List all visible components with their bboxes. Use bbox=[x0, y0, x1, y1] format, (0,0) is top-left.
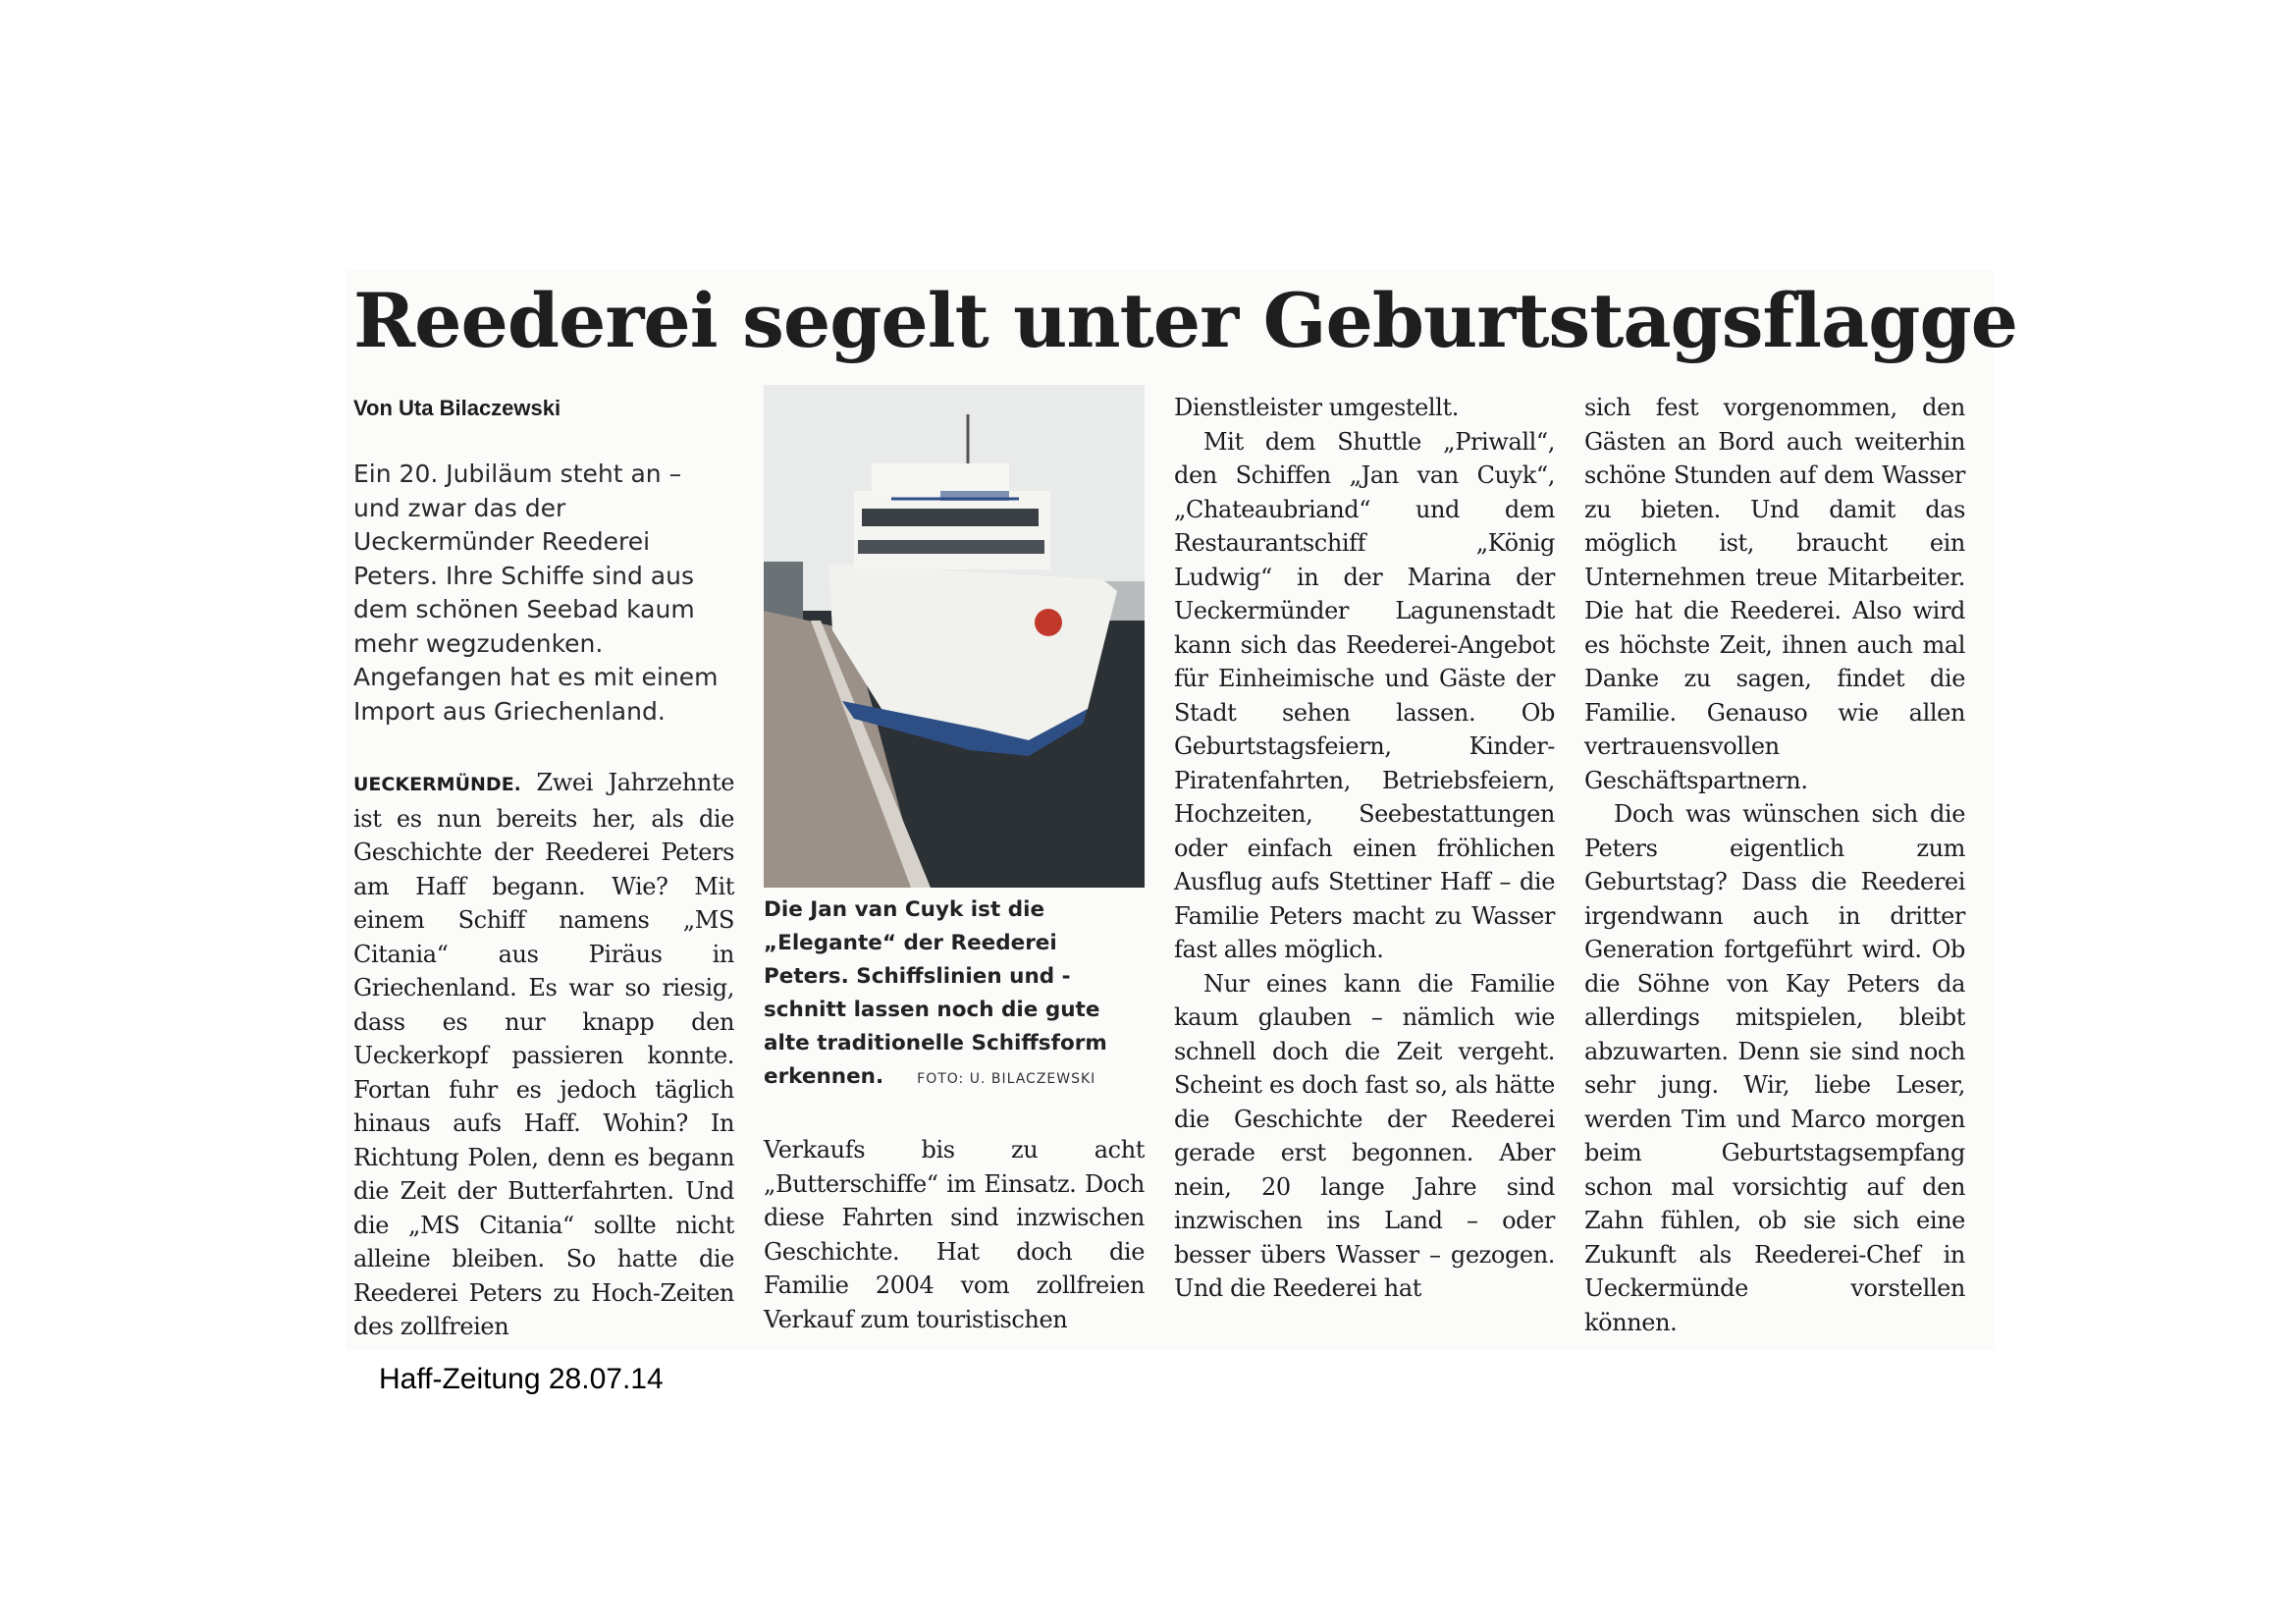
col1-body-text: Zwei Jahrzehnte ist es nun bereits her, als die Geschichte der Reederei Peters am Haff begann. Wie? Mit einem Schiff namens „MS Citania“ aus Piräus in Griechenland. Es war so riesig, dass es nur knapp den Ueckerkopf passieren konnte. Fortan fuhr es jedoch täglich hinaus aufs Haff. Wohin? In Richtung Polen, denn es begann die Zeit der Butterfahrten. Und die „MS Citania“ sollte nicht alleine bleiben. So hatte die Reederei Peters zu Hoch-Zeiten des zollfreien bbox=[353, 769, 735, 1340]
col2-body-text: Verkaufs bis zu acht „Butterschiffe“ im Einsatz. Doch diese Fahrten sind inzwischen Geschichte. Hat doch die Familie 2004 vom zollfreien Verkauf zum touristischen bbox=[764, 1136, 1145, 1333]
col3-paragraph-3: Nur eines kann die Familie kaum glauben – nämlich wie schnell doch die Zeit vergeht. Scheint es doch fast so, als hätte die Geschichte der Reederei gerade erst begonnen. Aber nein, 20 lange Jahre sind inzwischen ins Land – oder besser übers Wasser – gezogen. Und die Reederei hat bbox=[1174, 969, 1555, 1302]
col4-paragraph-2: Doch was wünschen sich die Peters eigentlich zum Geburtstag? Dass die Reederei irgendwann auch in dritter Generation fortgeführt wird. Ob die Söhne von Kay Peters da allerdings mitspielen, bleibt abzuwarten. Denn sie sind noch sehr jung. Wir, liebe Leser, werden Tim und Marco morgen beim Geburtstagsempfang schon mal vorsichtig auf den Zahn fühlen, ob sie sich eine Zukunft als Reederei-Chef in Ueckermünde vorstellen können. bbox=[1584, 800, 1965, 1336]
photo-caption bbox=[764, 893, 1145, 1096]
photo-caption-text: Die Jan van Cuyk ist die „Elegante“ der Reederei Peters. Schiffslinien und -schnitt lassen noch die gute alte traditionelle Schiffsform erkennen. bbox=[764, 897, 1107, 1089]
article-column-4 bbox=[1584, 391, 1965, 1339]
byline: Von Uta Bilaczewski bbox=[353, 396, 561, 420]
photo-credit: FOTO: U. BILACZEWSKI bbox=[917, 1071, 1096, 1087]
article-headline: Reederei segelt unter Geburtstagsflagge bbox=[353, 277, 2017, 364]
article-teaser: Ein 20. Jubiläum steht an – und zwar das der Ueckermünder Reederei Peters. Ihre Schiffe sind aus dem schönen Seebad kaum mehr wegzudenken. Angefangen hat es mit einem Import aus Griechenland. bbox=[353, 460, 719, 726]
source-note: Haff-Zeitung 28.07.14 bbox=[379, 1363, 664, 1395]
ship-photo bbox=[764, 385, 1145, 888]
col3-paragraph-2: Mit dem Shuttle „Priwall“, den Schiffen „Jan van Cuyk“, „Chateaubriand“ und dem Restaurantschiff „König Ludwig“ in der Marina der Ueckermünder Lagunenstadt kann sich das Reederei-Angebot für Einheimische und Gäste der Stadt sehen lassen. Ob Geburtstagsfeiern, Kinder-Piratenfahrten, Betriebsfeiern, Hochzeiten, Seebestattungen oder einfach einen fröhlichen Ausflug aufs Stettiner Haff – die Familie Peters macht zu Wasser fast alles möglich. bbox=[1174, 427, 1555, 963]
article-column-2 bbox=[764, 391, 1145, 1336]
article-body-paragraph bbox=[353, 766, 734, 1344]
col4-paragraph-1: sich fest vorgenommen, den Gästen an Bord auch weiterhin schöne Stunden auf dem Wasser zu bieten. Und damit das möglich ist, braucht ein Unternehmen treue Mitarbeiter. Die hat die Reederei. Also wird es höchste Zeit, ihnen auch mal Danke zu sagen, findet die Familie. Genauso wie allen vertrauensvollen Geschäftspartnern. bbox=[1584, 394, 1965, 794]
col3-paragraph-1: Dienstleister umgestellt. bbox=[1174, 394, 1459, 421]
dateline: UECKERMÜNDE. bbox=[353, 774, 521, 795]
article-column-1 bbox=[353, 391, 734, 1344]
article-column-3 bbox=[1174, 391, 1555, 1306]
